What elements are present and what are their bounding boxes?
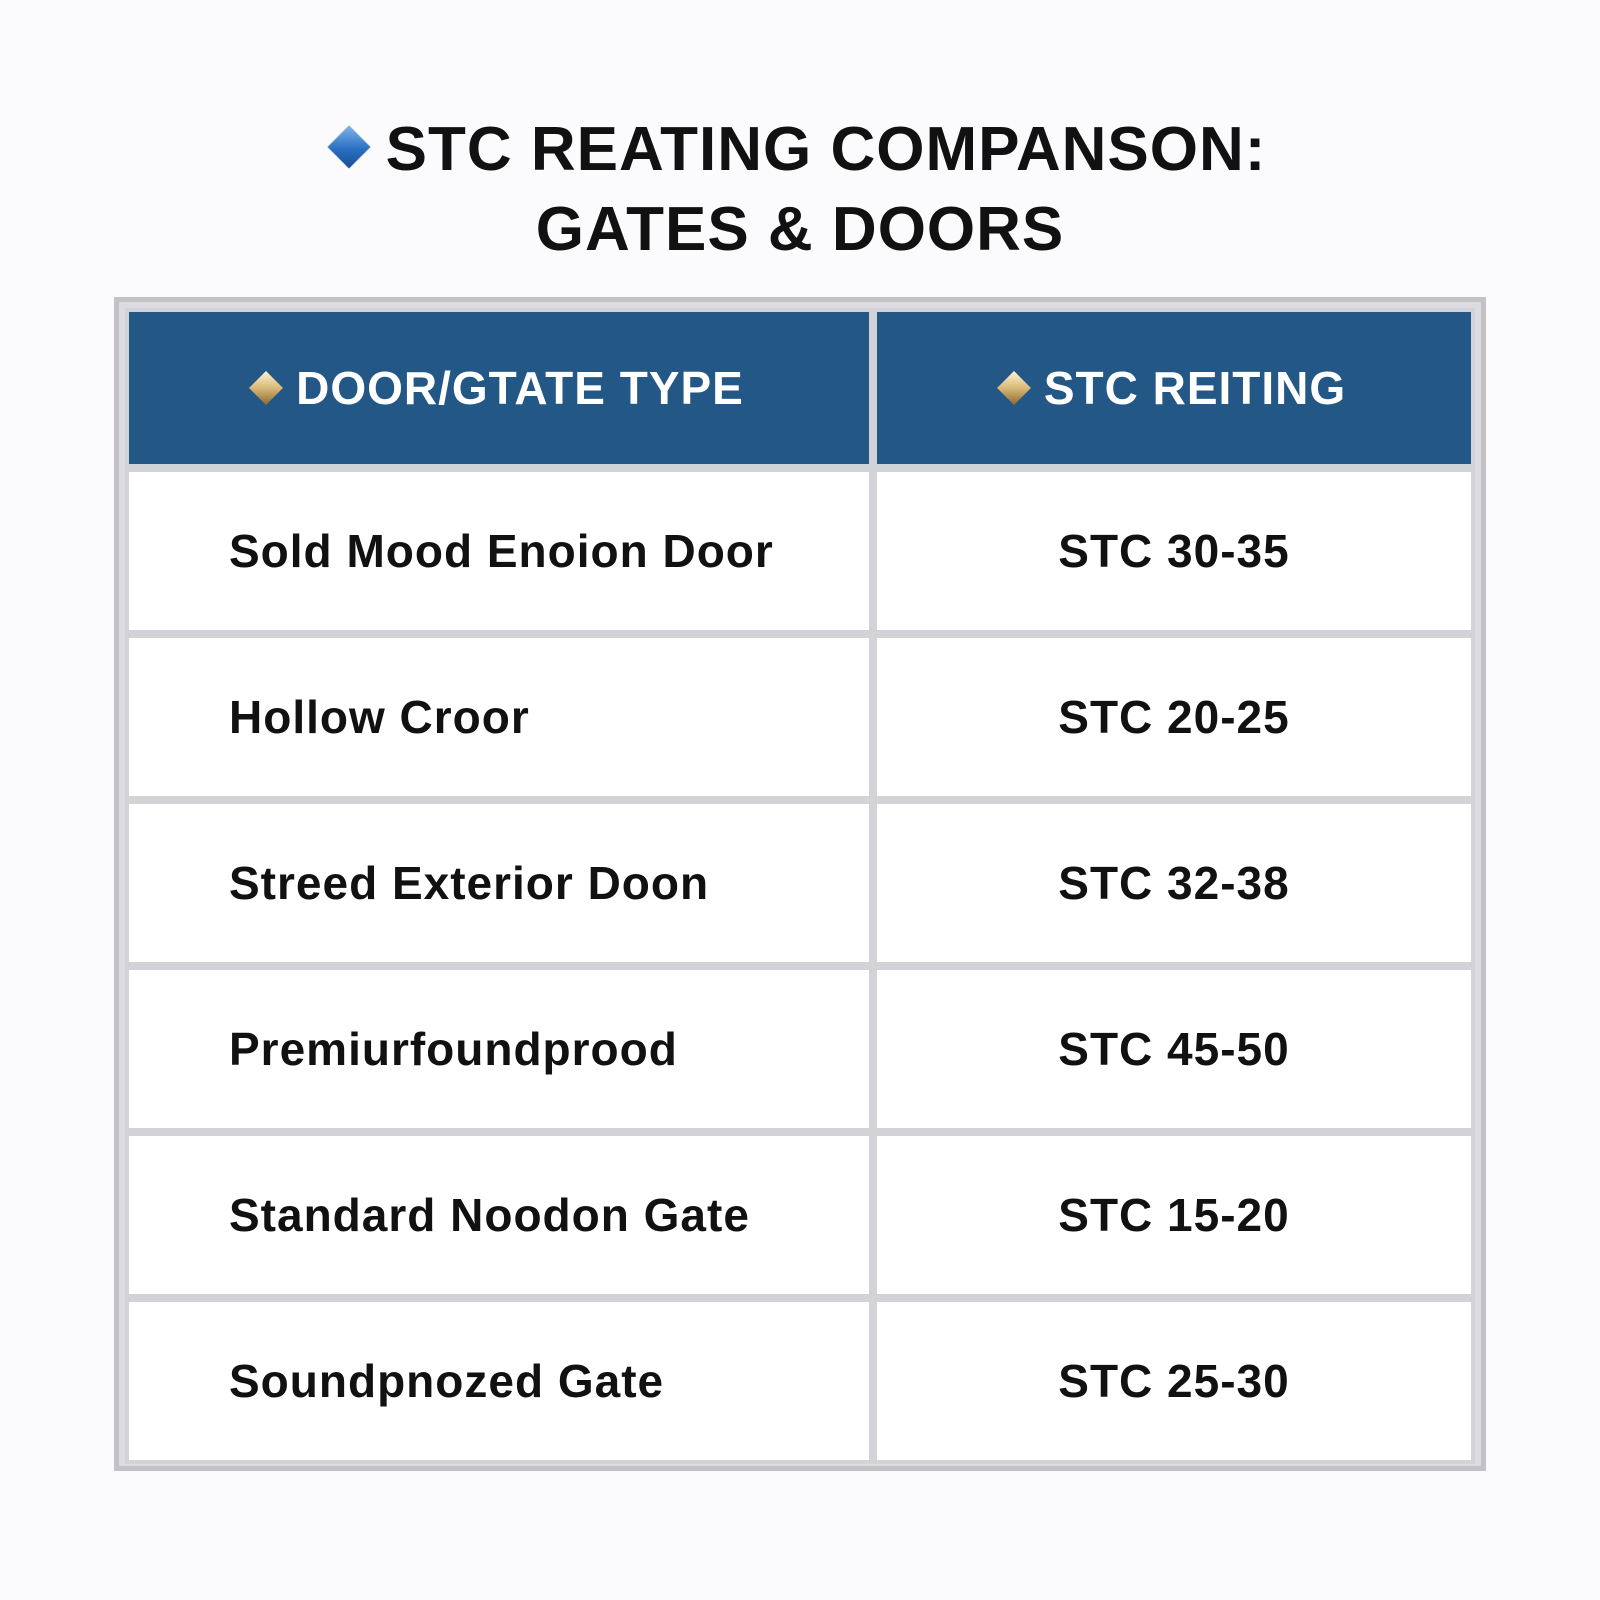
- row-rating-cell: STC 45-50: [873, 966, 1475, 1132]
- row-rating-cell: STC 32-38: [873, 800, 1475, 966]
- header-door-gate-type: [125, 308, 873, 468]
- row-type-cell: Soundpnozed Gate: [125, 1298, 873, 1464]
- row-rating-cell: STC 15-20: [873, 1132, 1475, 1298]
- table-row: [125, 634, 1475, 800]
- row-type-cell: Sold Mood Enoion Door: [125, 468, 873, 634]
- row-rating-cell: STC 30-35: [873, 468, 1475, 634]
- table-row: [125, 468, 1475, 634]
- table-header-row: [125, 308, 1475, 468]
- row-type-cell: Standard Noodon Gate: [125, 1132, 873, 1298]
- comparison-table: [125, 308, 1475, 1464]
- row-type-cell: Premiurfoundprood: [125, 966, 873, 1132]
- header-type-label: DOOR/GTATE TYPE: [296, 362, 744, 414]
- row-type-cell: Hollow Croor: [125, 634, 873, 800]
- table-row: [125, 966, 1475, 1132]
- table-row: [125, 1298, 1475, 1464]
- row-type-cell: Streed Exterior Doon: [125, 800, 873, 966]
- header-rating-label: STC REITING: [1043, 362, 1347, 414]
- table-row: [125, 800, 1475, 966]
- row-rating-cell: STC 25-30: [873, 1298, 1475, 1464]
- blue-diamond-icon: [327, 126, 369, 168]
- gold-diamond-icon: [249, 371, 283, 405]
- comparison-table-frame: [114, 297, 1486, 1471]
- header-stc-rating: [873, 308, 1475, 468]
- title-line-2: GATES & DOORS: [535, 195, 1065, 264]
- row-rating-cell: STC 20-25: [873, 634, 1475, 800]
- title-line-1: [0, 110, 1600, 190]
- title-line-1-text: STC REATING COMPANSON:: [385, 115, 1267, 184]
- page-title: [0, 110, 1600, 270]
- gold-diamond-icon: [997, 371, 1031, 405]
- table-row: [125, 1132, 1475, 1298]
